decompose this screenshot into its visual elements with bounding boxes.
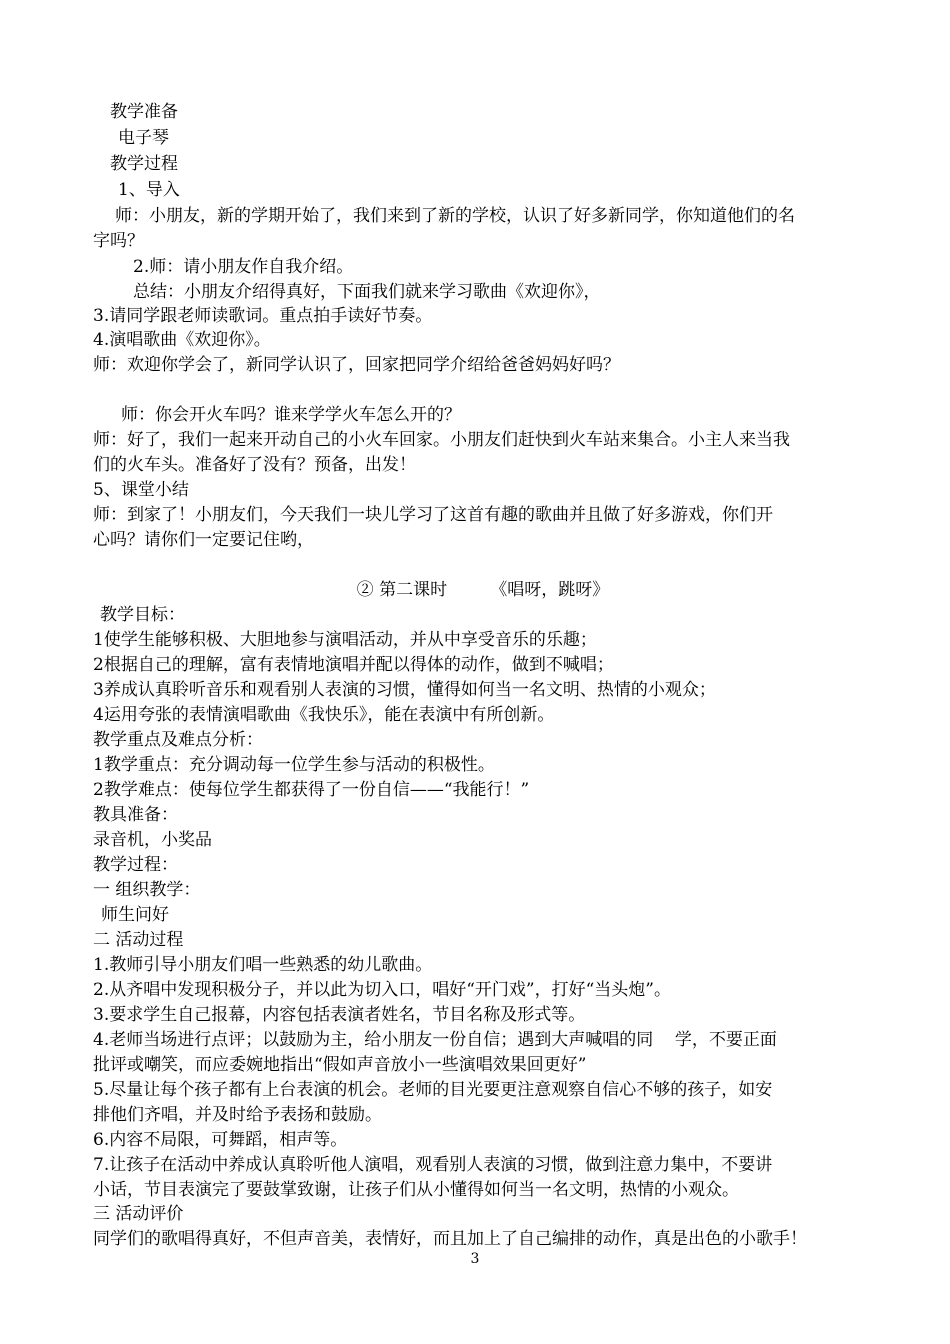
paragraph-line: 师：到家了！小朋友们，今天我们一块儿学习了这首有趣的歌曲并且做了好多游戏，你们开 (93, 505, 773, 525)
paragraph-line: 们的火车头。准备好了没有？预备，出发！ (93, 455, 416, 475)
paragraph-line: 总结：小朋友介绍得真好，下面我们就来学习歌曲《欢迎你》， (133, 282, 601, 302)
activity-item: 7.让孩子在活动中养成认真聆听他人演唱，观看别人表演的习惯，做到注意力集中，不要讲 (93, 1155, 773, 1175)
objective-item: 4运用夸张的表情演唱歌曲《我快乐》，能在表演中有所创新。 (93, 705, 555, 725)
key-point-item: 2教学难点：使每位学生都获得了一份自信——“我能行！” (93, 780, 530, 800)
activity-item-continued: 排他们齐唱，并及时给予表扬和鼓励。 (93, 1105, 382, 1125)
objective-item: 2根据自己的理解，富有表情地演唱并配以得体的动作，做到不喊唱； (93, 655, 614, 675)
paragraph-line: 心吗？请你们一定要记住哟， (93, 530, 314, 550)
activity-item-continued: 批评或嘲笑，而应委婉地指出“假如声音放小一些演唱效果回更好” (93, 1055, 587, 1075)
heading-teaching-process: 教学过程 (110, 154, 178, 174)
activity-item-continued: 小话，节目表演完了要鼓掌致谢，让孩子们从小懂得如何当一名文明，热情的小观众。 (93, 1180, 739, 1200)
greeting-text: 师生问好 (101, 905, 169, 925)
evaluation-text: 同学们的歌唱得真好，不但声音美，表情好，而且加上了自己编排的动作，真是出色的小歌手！ (93, 1229, 807, 1249)
section-introduction: 1、导入 (118, 180, 180, 200)
activity-item: 6.内容不局限，可舞蹈，相声等。 (93, 1130, 348, 1150)
activity-item: 2.从齐唱中发现积极分子，并以此为切入口，唱好“开门戏”，打好“当头炮”。 (93, 980, 671, 1000)
paragraph-line: 字吗？ (93, 231, 144, 251)
objective-item: 1使学生能够积极、大胆地参与演唱活动，并从中享受音乐的乐趣； (93, 630, 597, 650)
key-point-item: 1教学重点：充分调动每一位学生参与活动的积极性。 (93, 755, 495, 775)
activity-item: 1.教师引导小朋友们唱一些熟悉的幼儿歌曲。 (93, 955, 433, 975)
paragraph-line: 师：好了，我们一起来开动自己的小火车回家。小朋友们赶快到火车站来集合。小主人来当我 (93, 430, 790, 450)
section-organize-teaching: 一 组织教学： (93, 880, 201, 900)
objective-item: 3养成认真聆听音乐和观看别人表演的习惯，懂得如何当一名文明、热情的小观众； (93, 680, 716, 700)
teaching-aids-text: 录音机，小奖品 (93, 830, 212, 850)
section-activity-process: 二 活动过程 (93, 930, 184, 950)
text-electronic-keyboard: 电子琴 (118, 128, 169, 148)
activity-item: 4.老师当场进行点评；以鼓励为主，给小朋友一份自信；遇到大声喊唱的同 学，不要正面 (93, 1030, 777, 1050)
section-class-summary: 5、课堂小结 (93, 480, 189, 500)
section-activity-evaluation: 三 活动评价 (93, 1204, 184, 1224)
heading-teaching-process-2: 教学过程： (93, 855, 178, 875)
paragraph-line: 4.演唱歌曲《欢迎你》。 (93, 330, 271, 350)
activity-item: 5.尽量让每个孩子都有上台表演的机会。老师的目光要更注意观察自信心不够的孩子，如安 (93, 1080, 773, 1100)
heading-key-points: 教学重点及难点分析： (93, 730, 263, 750)
activity-item: 3.要求学生自己报幕，内容包括表演者姓名，节目名称及形式等。 (93, 1005, 586, 1025)
lesson-two-title: ② 第二课时 《唱呀，跳呀》 (356, 580, 610, 600)
paragraph-line: 2.师：请小朋友作自我介绍。 (133, 257, 354, 277)
paragraph-line: 3.请同学跟老师读歌词。重点拍手读好节奏。 (93, 306, 433, 326)
paragraph-line: 师：你会开火车吗？谁来学学火车怎么开的？ (121, 405, 461, 425)
page-number: 3 (470, 1251, 480, 1267)
paragraph-line: 师：小朋友，新的学期开始了，我们来到了新的学校，认识了好多新同学，你知道他们的名 (115, 206, 795, 226)
heading-teaching-objectives: 教学目标： (100, 605, 185, 625)
heading-teaching-aids: 教具准备： (93, 805, 178, 825)
heading-teaching-preparation: 教学准备 (110, 102, 178, 122)
paragraph-line: 师：欢迎你学会了，新同学认识了，回家把同学介绍给爸爸妈妈好吗？ (93, 355, 620, 375)
